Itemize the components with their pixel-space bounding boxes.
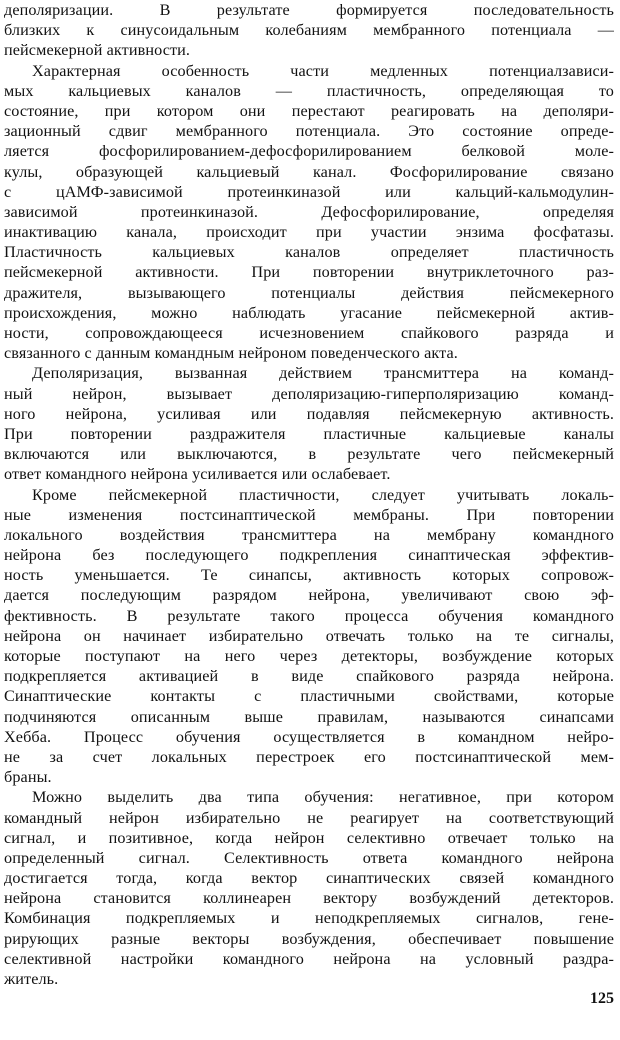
text-line: определенный сигнал. Селективность ответа командного нейрона <box>4 848 614 867</box>
text-line: включаются или выключаются, в результате чего пейсмекерный <box>4 445 614 464</box>
text-line: с цАМФ-зависимой протеинкиназой или кальций-кальмодулин- <box>4 182 614 201</box>
text-line: зационный сдвиг мембранного потенциала. Это состояние опреде- <box>4 122 614 141</box>
text-line: деполяризации. В результате формируется последовательность <box>4 1 614 19</box>
text-line: ность уменьшается. Те синапсы, активность которых сопровож- <box>4 566 614 585</box>
text-line: Комбинация подкрепляемых и неподкрепляемых сигналов, гене- <box>4 909 614 928</box>
text-line: ности, сопровождающееся исчезновением спайкового разряда и <box>4 324 614 342</box>
text-line: Хебба. Процесс обучения осуществляется в командном нейро- <box>4 727 614 746</box>
text-line: локального воздействия трансмиттера на мембрану командного <box>4 525 614 544</box>
text-line: житель. <box>4 970 59 988</box>
text-line: селективной настройки командного нейрона на условный раздра- <box>4 949 614 968</box>
text-line: Кроме пейсмекерной пластичности, следует учитывать локаль- <box>32 485 614 504</box>
text-line: подкрепляется активацией в виде спайкового разряда нейрона. <box>4 667 614 686</box>
text-line: зависимой протеинкиназой. Дефосфорилирование, определяя <box>4 202 614 221</box>
text-line: мых кальциевых каналов — пластичность, определяющая то <box>4 81 614 100</box>
text-line: фективность. В результате такого процесса обучения командного <box>4 606 614 625</box>
text-line: Пластичность кальциевых каналов определяет пластичность <box>4 243 614 262</box>
text-line: дражителя, вызывающего потенциалы действия пейсмекерного <box>4 283 614 302</box>
text-line: При повторении раздражителя пластичные кальциевые каналы <box>4 424 614 443</box>
text-line: Можно выделить два типа обучения: негативное, при котором <box>32 788 614 807</box>
text-line: состояние, при котором они перестают реагировать на деполяри- <box>4 101 614 120</box>
text-line: Деполяризация, вызванная действием трансмиттера на команд- <box>32 364 614 383</box>
text-line: ные изменения постсинаптической мембраны. При повторении <box>4 505 614 524</box>
text-line: подчиняются описанным выше правилам, называются синапсами <box>4 707 614 726</box>
text-line: кулы, образующей кальциевый канал. Фосфорилирование связано <box>4 162 614 181</box>
text-line: которые поступают на него через детекторы, возбуждение которых <box>4 647 614 665</box>
page-number: 125 <box>590 990 614 1007</box>
text-line: сигнал, и позитивное, когда нейрон селективно отвечает только на <box>4 828 614 847</box>
text-line: браны. <box>4 768 52 787</box>
text-line: Характерная особенность части медленных потенциалзависи- <box>32 61 614 80</box>
text-line: происхождения, можно наблюдать угасание пейсмекерной актив- <box>4 303 614 322</box>
text-line: пейсмекерной активности. При повторении внутриклеточного раз- <box>4 263 614 282</box>
text-line: ный нейрон, вызывает деполяризацию-гиперполяризацию команд- <box>4 384 614 403</box>
text-line: ного нейрона, усиливая или подавляя пейсмекерную активность. <box>4 404 614 423</box>
text-line: рирующих разные векторы возбуждения, обеспечивает повышение <box>4 929 614 948</box>
text-line: нейрона становится коллинеарен вектору возбуждений детекторов. <box>4 889 614 908</box>
text-line: достигается тогда, когда вектор синаптических связей командного <box>4 869 614 888</box>
text-line: нейрона без последующего подкрепления синаптическая эффектив- <box>4 546 614 565</box>
text-line: дается последующим разрядом нейрона, увеличивают свою эф- <box>4 586 614 605</box>
text-line: близких к синусоидальным колебаниям мембранного потенциала — <box>4 21 614 40</box>
text-line: нейрона он начинает избирательно отвечать только на те сигналы, <box>4 626 614 645</box>
text-line: связанного с данным командным нейроном поведенческого акта. <box>4 344 458 363</box>
text-line: ляется фосфорилированием-дефосфорилированием белковой моле- <box>4 142 614 161</box>
text-line: командный нейрон избирательно не реагирует на соответствующий <box>4 808 614 827</box>
text-line: ответ командного нейрона усиливается или ослабевает. <box>4 465 391 484</box>
page-text <box>4 0 614 989</box>
text-line: Синаптические контакты с пластичными свойствами, которые <box>4 687 614 706</box>
text-line: инактивацию канала, происходит при участии энзима фосфатазы. <box>4 223 614 242</box>
text-line: не за счет локальных перестроек его постсинаптической мем- <box>4 747 614 766</box>
text-line: пейсмекерной активности. <box>4 41 191 60</box>
